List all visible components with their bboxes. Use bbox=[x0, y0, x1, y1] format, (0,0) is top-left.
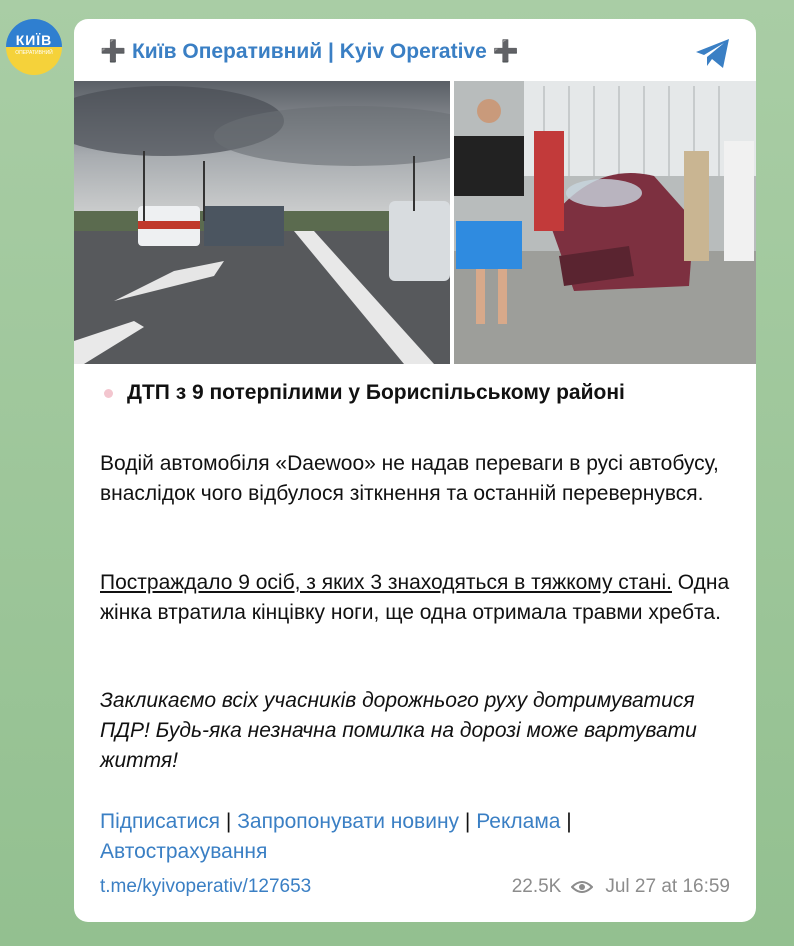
message-meta bbox=[512, 876, 730, 898]
link-ads[interactable]: Реклама bbox=[476, 810, 561, 833]
post-paragraph-2 bbox=[100, 568, 736, 628]
avatar-logo-subtext: ОПЕРАТИВНИЙ bbox=[15, 50, 53, 56]
channel-avatar[interactable] bbox=[6, 19, 62, 75]
message-footer bbox=[100, 874, 730, 900]
paragraph-2-underlined: Постраждало 9 осіб, з яких 3 знаходяться в тяжкому стані. bbox=[100, 571, 672, 594]
link-separator: | bbox=[225, 810, 232, 833]
channel-title[interactable]: ➕ Київ Оперативний | Kyiv Operative ➕ bbox=[100, 40, 519, 63]
headline-text: ДТП з 9 потерпілими у Бориспільському районі bbox=[127, 381, 625, 404]
post-paragraph-1: Водій автомобіля «Daewoo» не надав переваги в русі автобусу, внаслідок чого відбулося зіткнення та останній перевернувся. bbox=[100, 452, 719, 505]
link-suggest-news[interactable]: Запропонувати новину bbox=[237, 810, 460, 833]
message-timestamp: Jul 27 at 16:59 bbox=[605, 876, 730, 897]
bullet-dot-icon bbox=[104, 389, 113, 398]
link-insurance[interactable]: Автострахування bbox=[100, 840, 268, 863]
photo-overturned-bus[interactable] bbox=[74, 81, 450, 364]
avatar-logo-text: КИЇВ bbox=[15, 32, 53, 48]
post-permalink[interactable]: t.me/kyivoperativ/127653 bbox=[100, 876, 312, 897]
photo-damaged-car[interactable] bbox=[454, 81, 756, 364]
paragraph-2-rest: Одна жінка втратила кінцівку ноги, ще одна отримала травми хребта. bbox=[100, 571, 730, 624]
telegram-share-icon[interactable] bbox=[694, 37, 732, 71]
post-headline bbox=[104, 381, 625, 405]
message-header bbox=[100, 37, 736, 67]
link-separator: | bbox=[566, 810, 572, 833]
link-subscribe[interactable]: Підписатися bbox=[100, 810, 221, 833]
post-links bbox=[100, 807, 736, 867]
message-bubble bbox=[74, 19, 756, 922]
photo-album[interactable] bbox=[74, 81, 756, 364]
eye-icon bbox=[571, 880, 593, 894]
link-separator: | bbox=[464, 810, 471, 833]
post-paragraph-3: Закликаємо всіх учасників дорожнього руху дотримуватися ПДР! Будь-яка незначна помилка на дорозі може вартувати життя! bbox=[100, 689, 697, 772]
view-count: 22.5K bbox=[511, 876, 562, 897]
